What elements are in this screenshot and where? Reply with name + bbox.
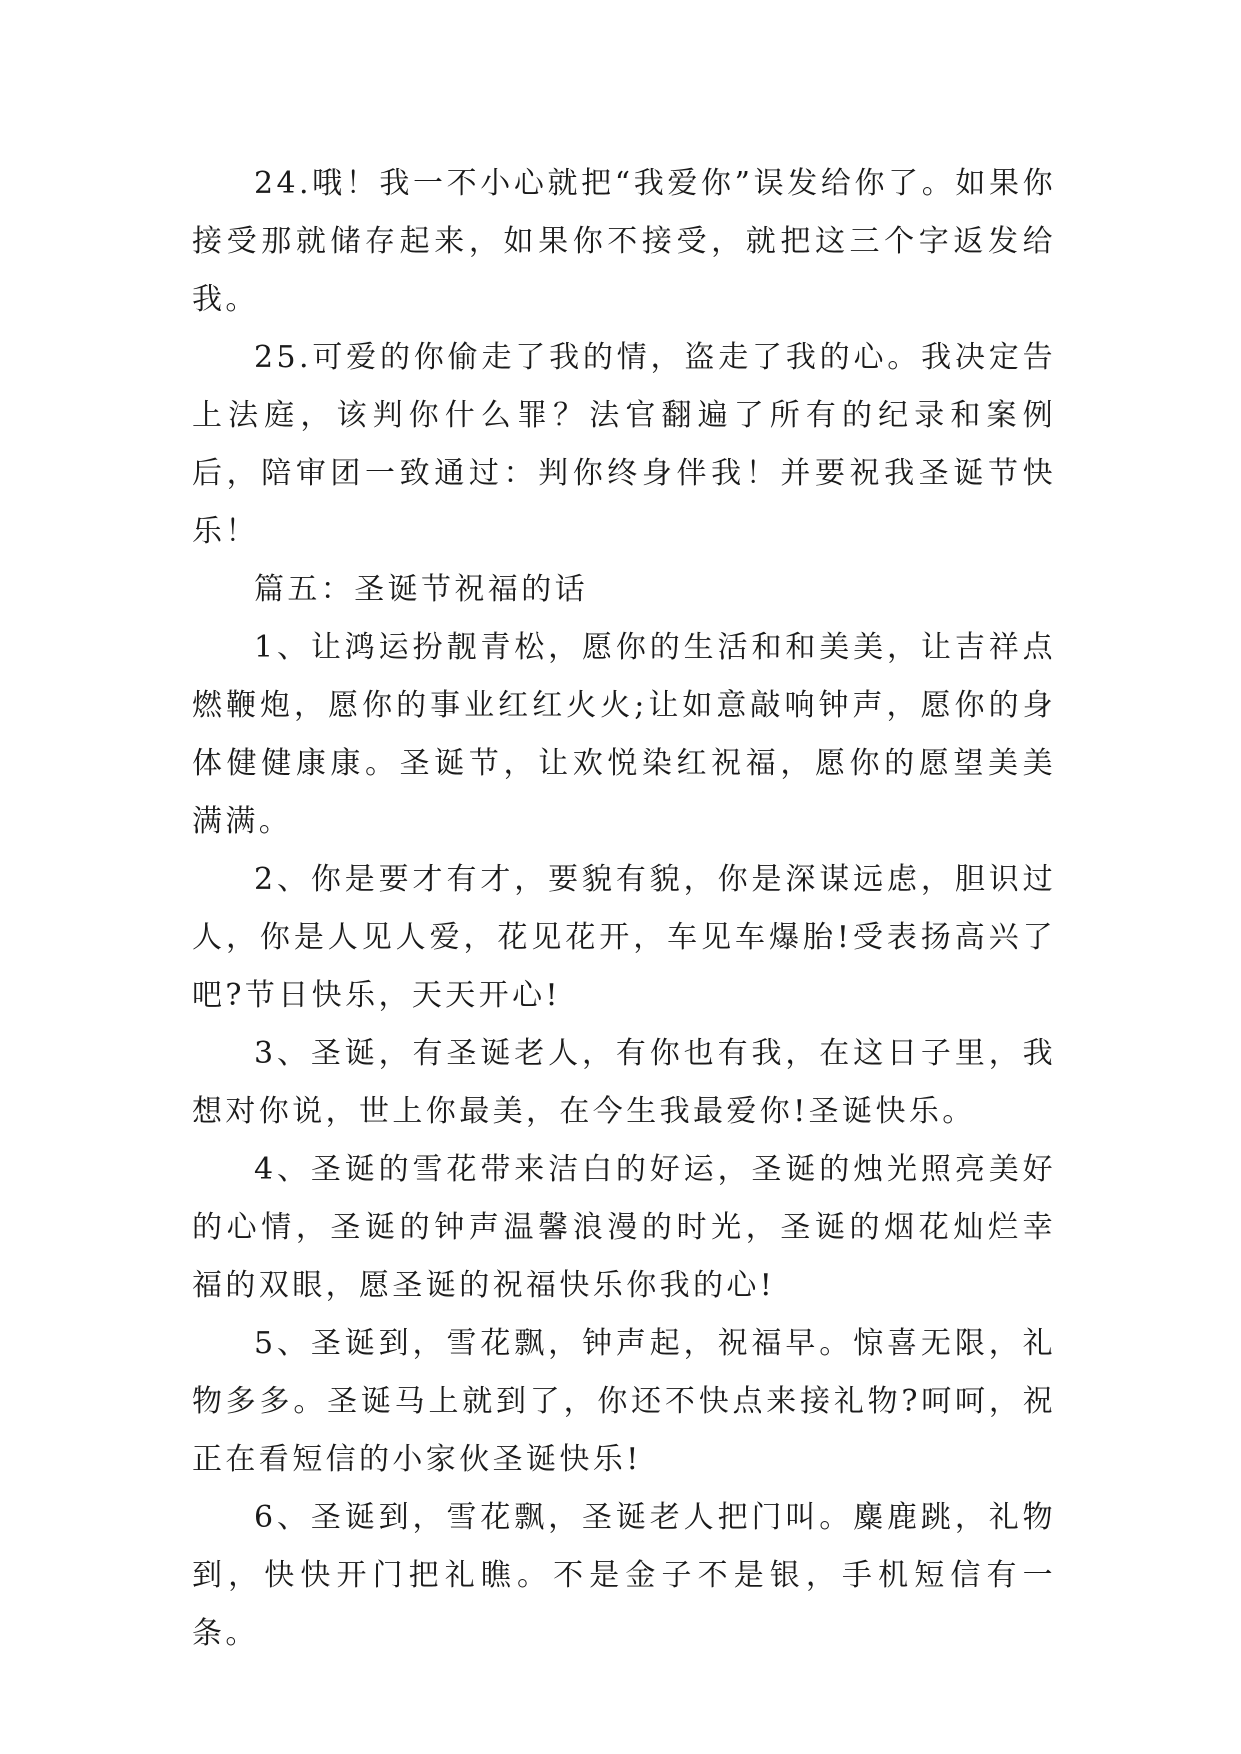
body-text xyxy=(192,155,1056,1663)
list-item: 5、圣诞到，雪花飘，钟声起，祝福早。惊喜无限，礼物多多。圣诞马上就到了，你还不快点来接礼物?呵呵，祝正在看短信的小家伙圣诞快乐! xyxy=(192,1326,1056,1477)
list-item: 6、圣诞到，雪花飘，圣诞老人把门叫。麋鹿跳，礼物到，快快开门把礼瞧。不是金子不是银，手机短信有一条。 xyxy=(192,1500,1056,1651)
paragraph-25: 25.可爱的你偷走了我的情，盗走了我的心。我决定告上法庭，该判你什么罪？法官翻遍了所有的纪录和案例后，陪审团一致通过：判你终身伴我！并要祝我圣诞节快乐！ xyxy=(192,340,1056,549)
paragraph-24: 24.哦！我一不小心就把“我爱你”误发给你了。如果你接受那就储存起来，如果你不接受，就把这三个字返发给我。 xyxy=(192,166,1056,317)
list-item: 4、圣诞的雪花带来洁白的好运，圣诞的烛光照亮美好的心情，圣诞的钟声温馨浪漫的时光，圣诞的烟花灿烂幸福的双眼，愿圣诞的祝福快乐你我的心! xyxy=(192,1152,1056,1303)
list-item: 1、让鸿运扮靓青松，愿你的生活和和美美，让吉祥点燃鞭炮，愿你的事业红红火火;让如意敲响钟声，愿你的身体健健康康。圣诞节，让欢悦染红祝福，愿你的愿望美美满满。 xyxy=(192,630,1056,839)
list-item: 3、圣诞，有圣诞老人，有你也有我，在这日子里，我想对你说，世上你最美，在今生我最爱你!圣诞快乐。 xyxy=(192,1036,1056,1129)
section-heading: 篇五：圣诞节祝福的话 xyxy=(254,572,588,607)
list-item: 2、你是要才有才，要貌有貌，你是深谋远虑，胆识过人，你是人见人爱，花见花开，车见车爆胎!受表扬高兴了吧?节日快乐，天天开心! xyxy=(192,862,1056,1013)
